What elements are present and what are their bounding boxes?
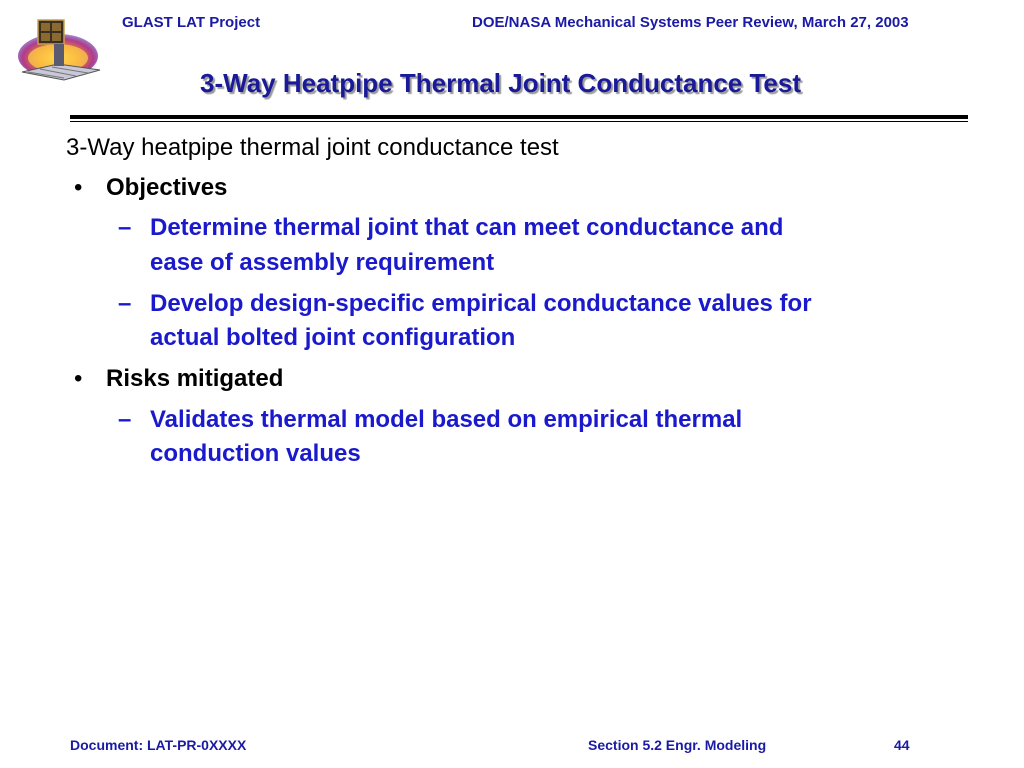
title-divider-thin bbox=[70, 121, 968, 122]
header-project: GLAST LAT Project bbox=[122, 14, 261, 31]
bullet-mark: • bbox=[74, 365, 83, 392]
footer-page-number: 44 bbox=[894, 737, 910, 753]
title-divider-thick bbox=[70, 115, 968, 119]
lead-text: 3-Way heatpipe thermal joint conductance test bbox=[66, 134, 559, 161]
sub-item-text: Validates thermal model based on empirical thermal bbox=[150, 406, 743, 433]
dash-mark: – bbox=[118, 406, 132, 433]
sub-item-text: conduction values bbox=[150, 440, 361, 467]
footer-document: Document: LAT-PR-0XXXX bbox=[70, 737, 247, 753]
glast-satellite-logo-icon bbox=[14, 16, 106, 88]
sub-item-text: ease of assembly requirement bbox=[150, 249, 495, 276]
sub-item-text: actual bolted joint configuration bbox=[150, 324, 516, 351]
sub-item-text: Determine thermal joint that can meet conductance and bbox=[150, 214, 784, 241]
sub-item-text: Develop design-specific empirical conductance values for bbox=[150, 290, 812, 317]
footer-section: Section 5.2 Engr. Modeling bbox=[588, 737, 767, 753]
slide-title: 3-Way Heatpipe Thermal Joint Conductance Test bbox=[200, 68, 801, 98]
bullet-risks-label: Risks mitigated bbox=[106, 365, 284, 392]
dash-mark: – bbox=[118, 214, 132, 241]
header-review: DOE/NASA Mechanical Systems Peer Review, March 27, 2003 bbox=[472, 14, 909, 31]
bullet-objectives-label: Objectives bbox=[106, 174, 228, 201]
dash-mark: – bbox=[118, 290, 132, 317]
bullet-mark: • bbox=[74, 174, 83, 201]
